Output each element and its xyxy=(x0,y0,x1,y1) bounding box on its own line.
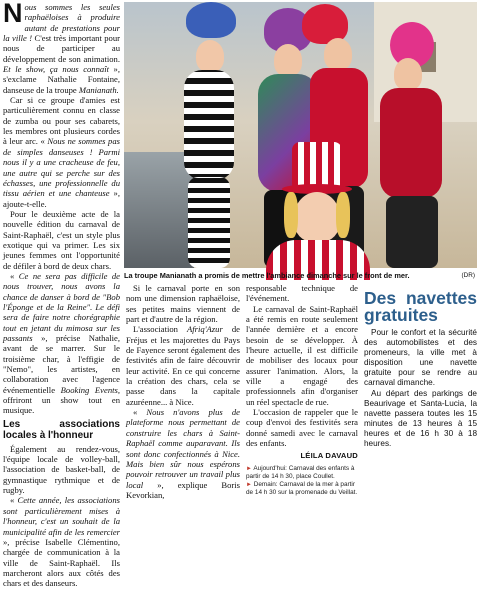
shuttle-sidebar xyxy=(364,290,477,449)
photo-foreground-hair xyxy=(284,192,298,238)
caption-text: La troupe Manianath a promis de mettre l'ambiance dimanche sur le front de mer. xyxy=(124,271,410,280)
notice-label: Demain xyxy=(253,480,276,488)
text-span: C'est très important pour nous de participer au développement de son animation. xyxy=(3,33,120,64)
paragraph xyxy=(3,271,120,416)
paragraph xyxy=(3,95,120,209)
paragraph: Le carnaval de Saint-Raphaël a été remis en route seulement l'année dernière et a encore besoin de se développer. À l'heure actuelle, il est difficile de mobiliser des locaux pour assurer l'animation. Alors, la ville a engagé des professionnels afin d'organiser un réel spectacle de rue. xyxy=(246,303,358,407)
text-span: de Fréjus et les majorettes du Pays de Fayence seront également des festivités afin de faire découvrir leur activité. En ce qui concerne la création des chars, cela se passe dans la capitale azuréenne... à Nice. xyxy=(126,324,240,407)
event-notice-tomorrow xyxy=(246,481,358,497)
notice-text: : Carnaval des enfants à partir de 14 h 30, place Coullet. xyxy=(246,464,355,480)
quote-span: Ce ne sera pas difficile de nous trouver, nous avons la chance de danser à bord de "Bob l'Éponge et de la Reine". Le défi sera de faire notre chorégraphie tout en jetant du mimosa sur les passants xyxy=(3,270,120,343)
text-span: offriront un show tout en musique. xyxy=(3,395,120,416)
intro-paragraph xyxy=(3,2,120,95)
quote-span: Nous n'avons plus de plateforme nous permettant de construire les chars à Saint-Raphaël comme auparavant. Ils sont donc confectionnés à Nice. Mais bien sûr nous espérons pouvoir retrouver un travail plus local xyxy=(126,407,240,490)
text-span: L'association xyxy=(133,324,178,335)
paragraph xyxy=(3,495,120,588)
article-column-2 xyxy=(126,283,240,500)
text-span: Car si ce groupe d'amies est particulièrement connu en classe de zumba ou pour ses cabarets, les membres ont plusieurs cordes à leur arc. « xyxy=(3,95,120,147)
arrow-icon: ► xyxy=(246,481,252,488)
agency-name: Booking Events, xyxy=(60,384,120,395)
event-notice-today xyxy=(246,465,358,481)
quote-intro: ous sommes les seules raphaëloises à produire autant de prestations pour la ville ! xyxy=(3,2,120,44)
photo-dancer-4-body xyxy=(380,88,442,198)
quote-span: Nous ne sommes pas de simples danseuses ! Parmi nous il y a une cracheuse de feu, une autre qui se perche sur des échasses, une professionnelle du tissu aérien et une chanteuse xyxy=(3,136,120,199)
photo-dancer-1-body xyxy=(184,70,234,180)
photo-plume-blue xyxy=(186,2,236,38)
photo-dancer-2-head xyxy=(274,44,302,76)
association-name: Afriq'Azur xyxy=(187,324,223,335)
text-span: « xyxy=(133,407,138,418)
article-photo xyxy=(124,2,477,268)
text-span: », précise Nathalie, avant de se marrer. Sur le troisième char, à l'effigie de "Nemo", les artistes, en collaboration avec l'agence événementielle xyxy=(3,333,120,395)
text-span: », s'exclame Nathalie Fontaine, danseuse de la troupe xyxy=(3,64,120,95)
photo-dancer-3-head xyxy=(324,38,352,70)
troupe-name: Manianath. xyxy=(78,84,119,95)
subheading: Les associations locales à l'honneur xyxy=(3,418,120,441)
photo-dancer-4-head xyxy=(394,58,422,90)
photo-dancer-1-head xyxy=(196,40,224,72)
text-span: », explique Boris Kevorkian, xyxy=(126,479,240,500)
paragraph xyxy=(126,407,240,500)
text-span: », précise Isabelle Clémentino, chargée de communication à la ville de Saint-Raphaël. Ils marcheront alors aux côtés des chars et des danseurs. xyxy=(3,536,120,589)
quote-span: Et le show, ça nous connaît xyxy=(3,64,109,75)
drop-cap: N xyxy=(3,0,23,28)
author-byline: LÉILA DAVAUD xyxy=(300,450,358,460)
photo-crowd xyxy=(124,152,194,268)
photo-credit: (DR) xyxy=(461,272,475,279)
paragraph: Si le carnaval porte en son nom une dimension raphaëloise, ses petites mains viennent de part et d'autre de la région. xyxy=(126,283,240,325)
sidebar-title: Des navettes gratuites xyxy=(364,288,477,325)
photo-foreground-hair-r xyxy=(336,192,350,238)
sidebar-body xyxy=(364,328,477,449)
notice-label: Aujourd'hui xyxy=(253,464,286,472)
paragraph: Pour le confort et la sécurité des automobilistes et des promeneurs, la ville met à disposition une navette gratuite pour se rendre au carnaval dimanche. xyxy=(364,328,477,388)
paragraph: responsable technique de l'événement. xyxy=(246,283,358,304)
notice-text: : Carnaval de la mer à partir de 14 h 30 sur la promenade du Veillat. xyxy=(246,480,358,496)
photo-caption xyxy=(124,270,477,281)
paragraph: Au départ des parkings de Beaurivage et Santa-Lucia, la navette passera toutes les 15 minutes de 13 heures à 15 heures et de 16 h 30 à 18 heures. xyxy=(364,388,477,449)
article-column-1 xyxy=(3,2,120,589)
text-span: », ajoute-t-elle. xyxy=(3,188,120,209)
photo-dancer-4-legs xyxy=(386,196,438,268)
paragraph xyxy=(126,324,240,407)
paragraph: L'occasion de rappeler que le coup d'envoi des festivités sera donné samedi avec le carnaval des enfants. xyxy=(246,407,358,449)
article-column-3 xyxy=(246,283,358,497)
text-span: « xyxy=(10,270,15,281)
quote-span: Cette année, les associations sont particulièrement mises à l'honneur, c'est un souhait de la municipalité afin de les remercier xyxy=(3,495,120,537)
photo-foreground-face xyxy=(294,192,340,242)
text-span: « xyxy=(10,495,15,506)
photo-dancer-1-legs xyxy=(188,177,230,268)
paragraph: Également au rendez-vous, l'équipe locale de volley-ball, l'association de basket-ball, de gymnastique rythmique et de rugby. xyxy=(3,443,120,496)
arrow-icon: ► xyxy=(246,465,252,472)
photo-foreground-hat xyxy=(292,142,342,188)
paragraph: Pour le deuxième acte de la nouvelle édition du carnaval de Saint-Raphaël, c'est un style plus exotique qui va primer. Les six jeunes femmes ont l'opportunité de défiler à bord de deux chars. xyxy=(3,208,120,271)
